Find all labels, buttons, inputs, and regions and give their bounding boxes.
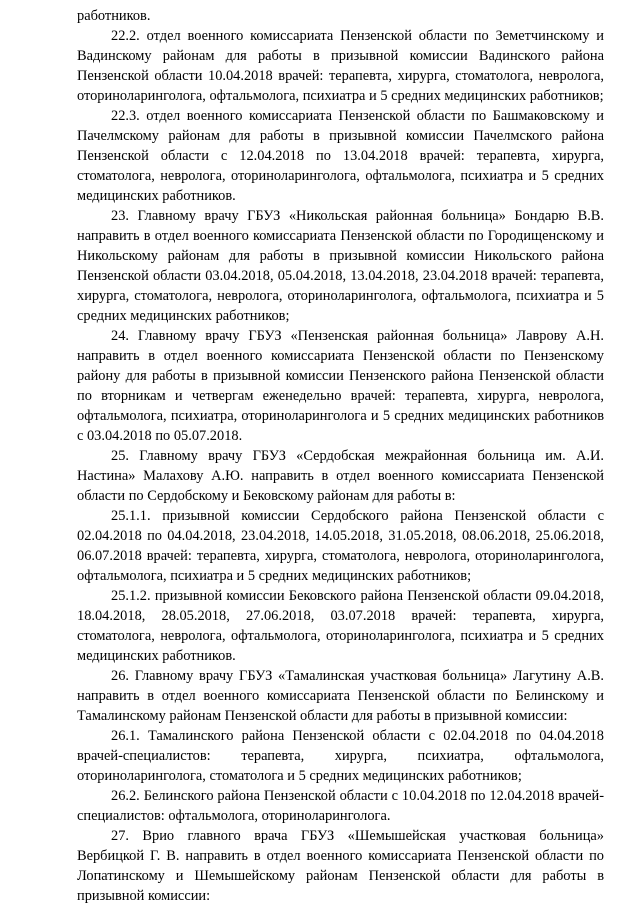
paragraph-26-1: 26.1. Тамалинского района Пензенской области с 02.04.2018 по 04.04.2018 врачей-специалистов: терапевта, хирурга, психиатра, офтальмолога, оториноларинголога, стоматолога и 5 средних медицинских работников; (77, 728, 604, 784)
paragraph-24: 24. Главному врачу ГБУЗ «Пензенская районная больница» Лаврову А.Н. направить в отдел военного комиссариата Пензенской области по Пензенскому району для работы в призывной комиссии Пензенского района Пензенской области по вторникам и четвергам еженедельно врачей: терапевта, хирурга, невролога, офтальмолога, психиатра, оториноларинголога и 5 средних медицинских работников с 03.04.2018 по 05.07.2018. (77, 328, 604, 444)
paragraph-23: 23. Главному врачу ГБУЗ «Никольская районная больница» Бондарю В.В. направить в отдел военного комиссариата Пензенской области по Городищенскому и Никольскому районам для работы в призывной комиссии Никольского района Пензенской области 03.04.2018, 05.04.2018, 13.04.2018, 23.04.2018 врачей: терапевта, хирурга, стоматолога, невролога, оториноларинголога, офтальмолога, психиатра и 5 средних медицинских работников; (77, 208, 604, 324)
paragraph-25-1-2: 25.1.2. призывной комиссии Бековского района Пензенской области 09.04.2018, 18.04.2018, 28.05.2018, 27.06.2018, 03.07.2018 врачей: терапевта, хирурга, стоматолога, невролога, офтальмолога, оториноларинголога, психиатра и 5 средних медицинских работников. (77, 588, 604, 664)
paragraph-continuation: работников. (77, 8, 151, 24)
paragraph-27: 27. Врио главного врача ГБУЗ «Шемышейская участковая больница» Вербицкой Г. В. направить в отдел военного комиссариата Пензенской области по Лопатинскому и Шемышейскому районам Пензенской области для работы в призывной комиссии: (77, 828, 604, 904)
document-page (77, 6, 604, 906)
paragraph-25-1-1: 25.1.1. призывной комиссии Сердобского района Пензенской области с 02.04.2018 по 04.04.2018, 23.04.2018, 14.05.2018, 31.05.2018, 08.06.2018, 25.06.2018, 06.07.2018 врачей: терапевта, хирурга, стоматолога, невролога, оториноларинголога, офтальмолога, психиатра и 5 средних медицинских работников; (77, 508, 604, 584)
paragraph-22-2: 22.2. отдел военного комиссариата Пензенской области по Земетчинскому и Вадинскому районам для работы в призывной комиссии Вадинского района Пензенской области 10.04.2018 врачей: терапевта, хирурга, стоматолога, невролога, оториноларинголога, офтальмолога, психиатра и 5 средних медицинских работников; (77, 28, 604, 104)
paragraph-26-2: 26.2. Белинского района Пензенской области с 10.04.2018 по 12.04.2018 врачей-специалистов: офтальмолога, оториноларинголога. (77, 788, 604, 824)
paragraph-25: 25. Главному врачу ГБУЗ «Сердобская межрайонная больница им. А.И. Настина» Малахову А.Ю. направить в отдел военного комиссариата Пензенской области по Сердобскому и Бековскому районам для работы в: (77, 448, 604, 504)
paragraph-26: 26. Главному врачу ГБУЗ «Тамалинская участковая больница» Лагутину А.В. направить в отдел военного комиссариата Пензенской области по Белинскому и Тамалинскому районам Пензенской области для работы в призывной комиссии: (77, 668, 604, 724)
paragraph-22-3: 22.3. отдел военного комиссариата Пензенской области по Башмаковскому и Пачелмскому районам для работы в призывной комиссии Пачелмского района Пензенской области с 12.04.2018 по 13.04.2018 врачей: терапевта, хирурга, стоматолога, невролога, оториноларинголога, офтальмолога, психиатра и 5 средних медицинских работников. (77, 108, 604, 204)
